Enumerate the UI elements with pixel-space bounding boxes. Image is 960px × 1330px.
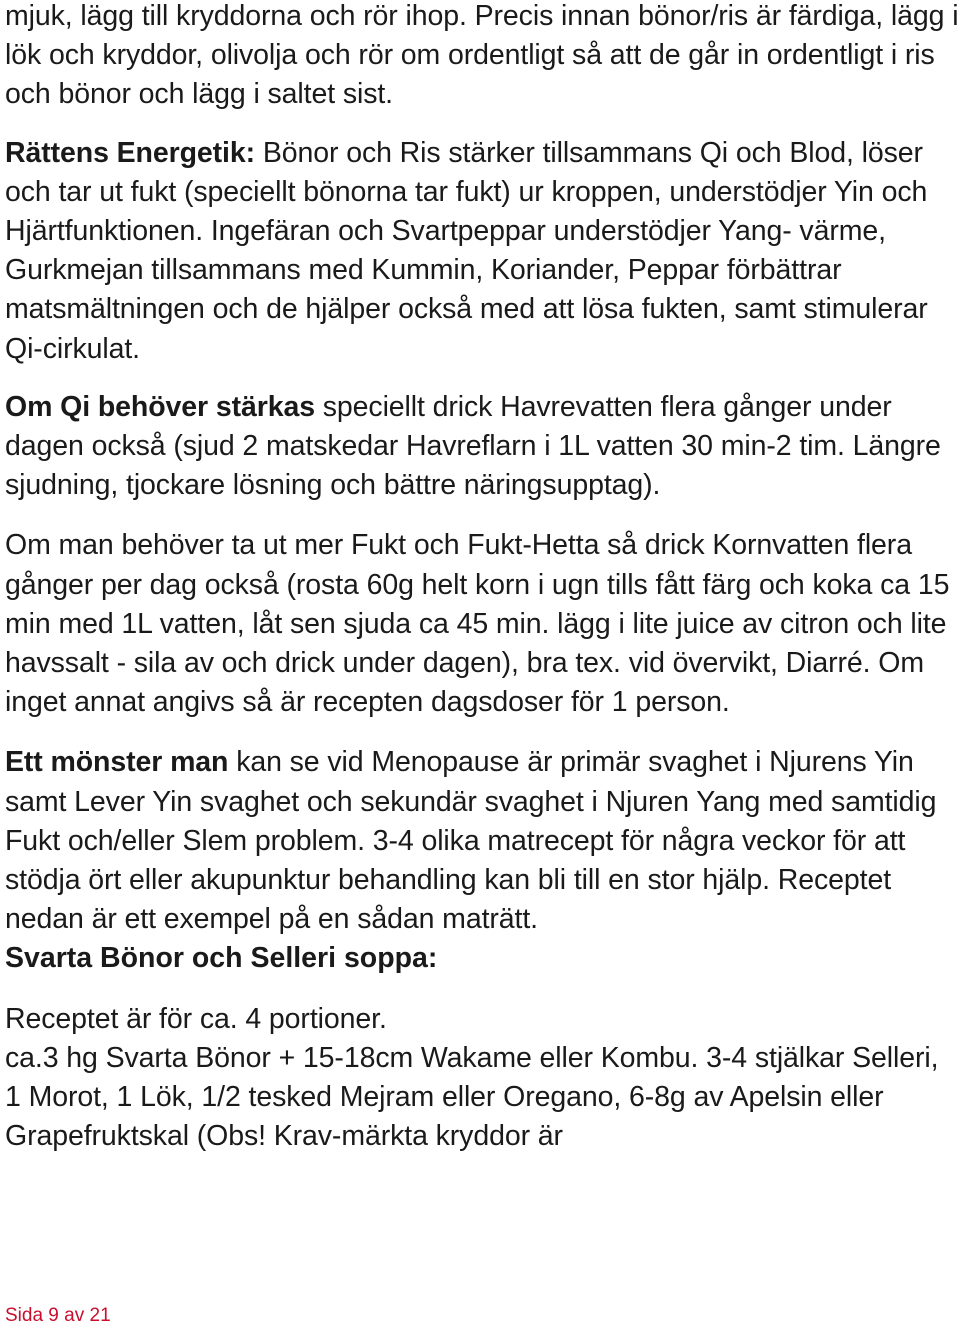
paragraph-menopause-text: kan se vid Menopause är primär svaghet i Njurens Yin samt Lever Yin svaghet och sekundär svaghet i Njuren Yang med samtidig Fukt och/eller Slem problem. 3-4 olika matrecept för några veckor för att stödja ört eller akupunktur behandling kan bli till en stor hjälp. Receptet nedan är ett exempel på en sådan maträtt. <box>5 746 937 936</box>
paragraph-energetik-heading: Rättens Energetik: <box>5 136 256 169</box>
recipe-heading: Svarta Bönor och Selleri soppa: <box>5 942 438 975</box>
document-page <box>5 0 960 1156</box>
paragraph-energetik-text: Bönor och Ris stärker tillsammans Qi och Blod, löser och tar ut fukt (speciellt bönorna tar fukt) ur kroppen, understödjer Yin och Hjärtfunktionen. Ingefäran och Svartpeppar understödjer Yang- värme, Gurkmejan tillsammans med Kummin, Koriander, Peppar förbättrar matsmältningen och de hjälper också med att lösa fukten, samt stimulerar Qi-cirkulat. <box>5 136 928 365</box>
recipe-ingredients: ca.3 hg Svarta Bönor + 15-18cm Wakame eller Kombu. 3-4 stjälkar Selleri, 1 Morot, 1 Lök, 1/2 tesked Mejram eller Oregano, 6-8g av Apelsin eller Grapefruktskal (Obs! Krav-märkta kryddor är <box>5 1041 939 1153</box>
paragraph-energetik <box>5 134 960 369</box>
paragraph-qi <box>5 388 960 506</box>
paragraph-qi-heading: Om Qi behöver stärkas <box>5 390 315 423</box>
recipe-portions: Receptet är för ca. 4 portioner. <box>5 1002 387 1035</box>
paragraph-menopause <box>5 743 960 939</box>
paragraph-intro-text: mjuk, lägg till kryddorna och rör ihop. Precis innan bönor/ris är färdiga, lägg i lök och kryddor, olivolja och rör om ordentligt så att de går in ordentligt i ris och bönor och lägg i saltet sist. <box>5 0 959 111</box>
paragraph-intro <box>5 0 960 115</box>
page-number: Sida 9 av 21 <box>5 1305 111 1326</box>
paragraph-menopause-heading: Ett mönster man <box>5 746 229 779</box>
paragraph-fukt-text: Om man behöver ta ut mer Fukt och Fukt-Hetta så drick Kornvatten flera gånger per dag också (rosta 60g helt korn i ugn tills fått färg och koka ca 15 min med 1L vatten, låt sen sjuda ca 45 min. lägg i lite juice av citron och lite havssalt - sila av och drick under dagen), bra tex. vid övervikt, Diarré. Om inget annat angivs så är recepten dagsdoser för 1 person. <box>5 529 950 719</box>
paragraph-fukt <box>5 526 960 722</box>
paragraph-qi-text: speciellt drick Havrevatten flera gånger under dagen också (sjud 2 matskedar Havreflarn i 1L vatten 30 min-2 tim. Längre sjudning, tjockare lösning och bättre näringsupptag). <box>5 390 941 502</box>
